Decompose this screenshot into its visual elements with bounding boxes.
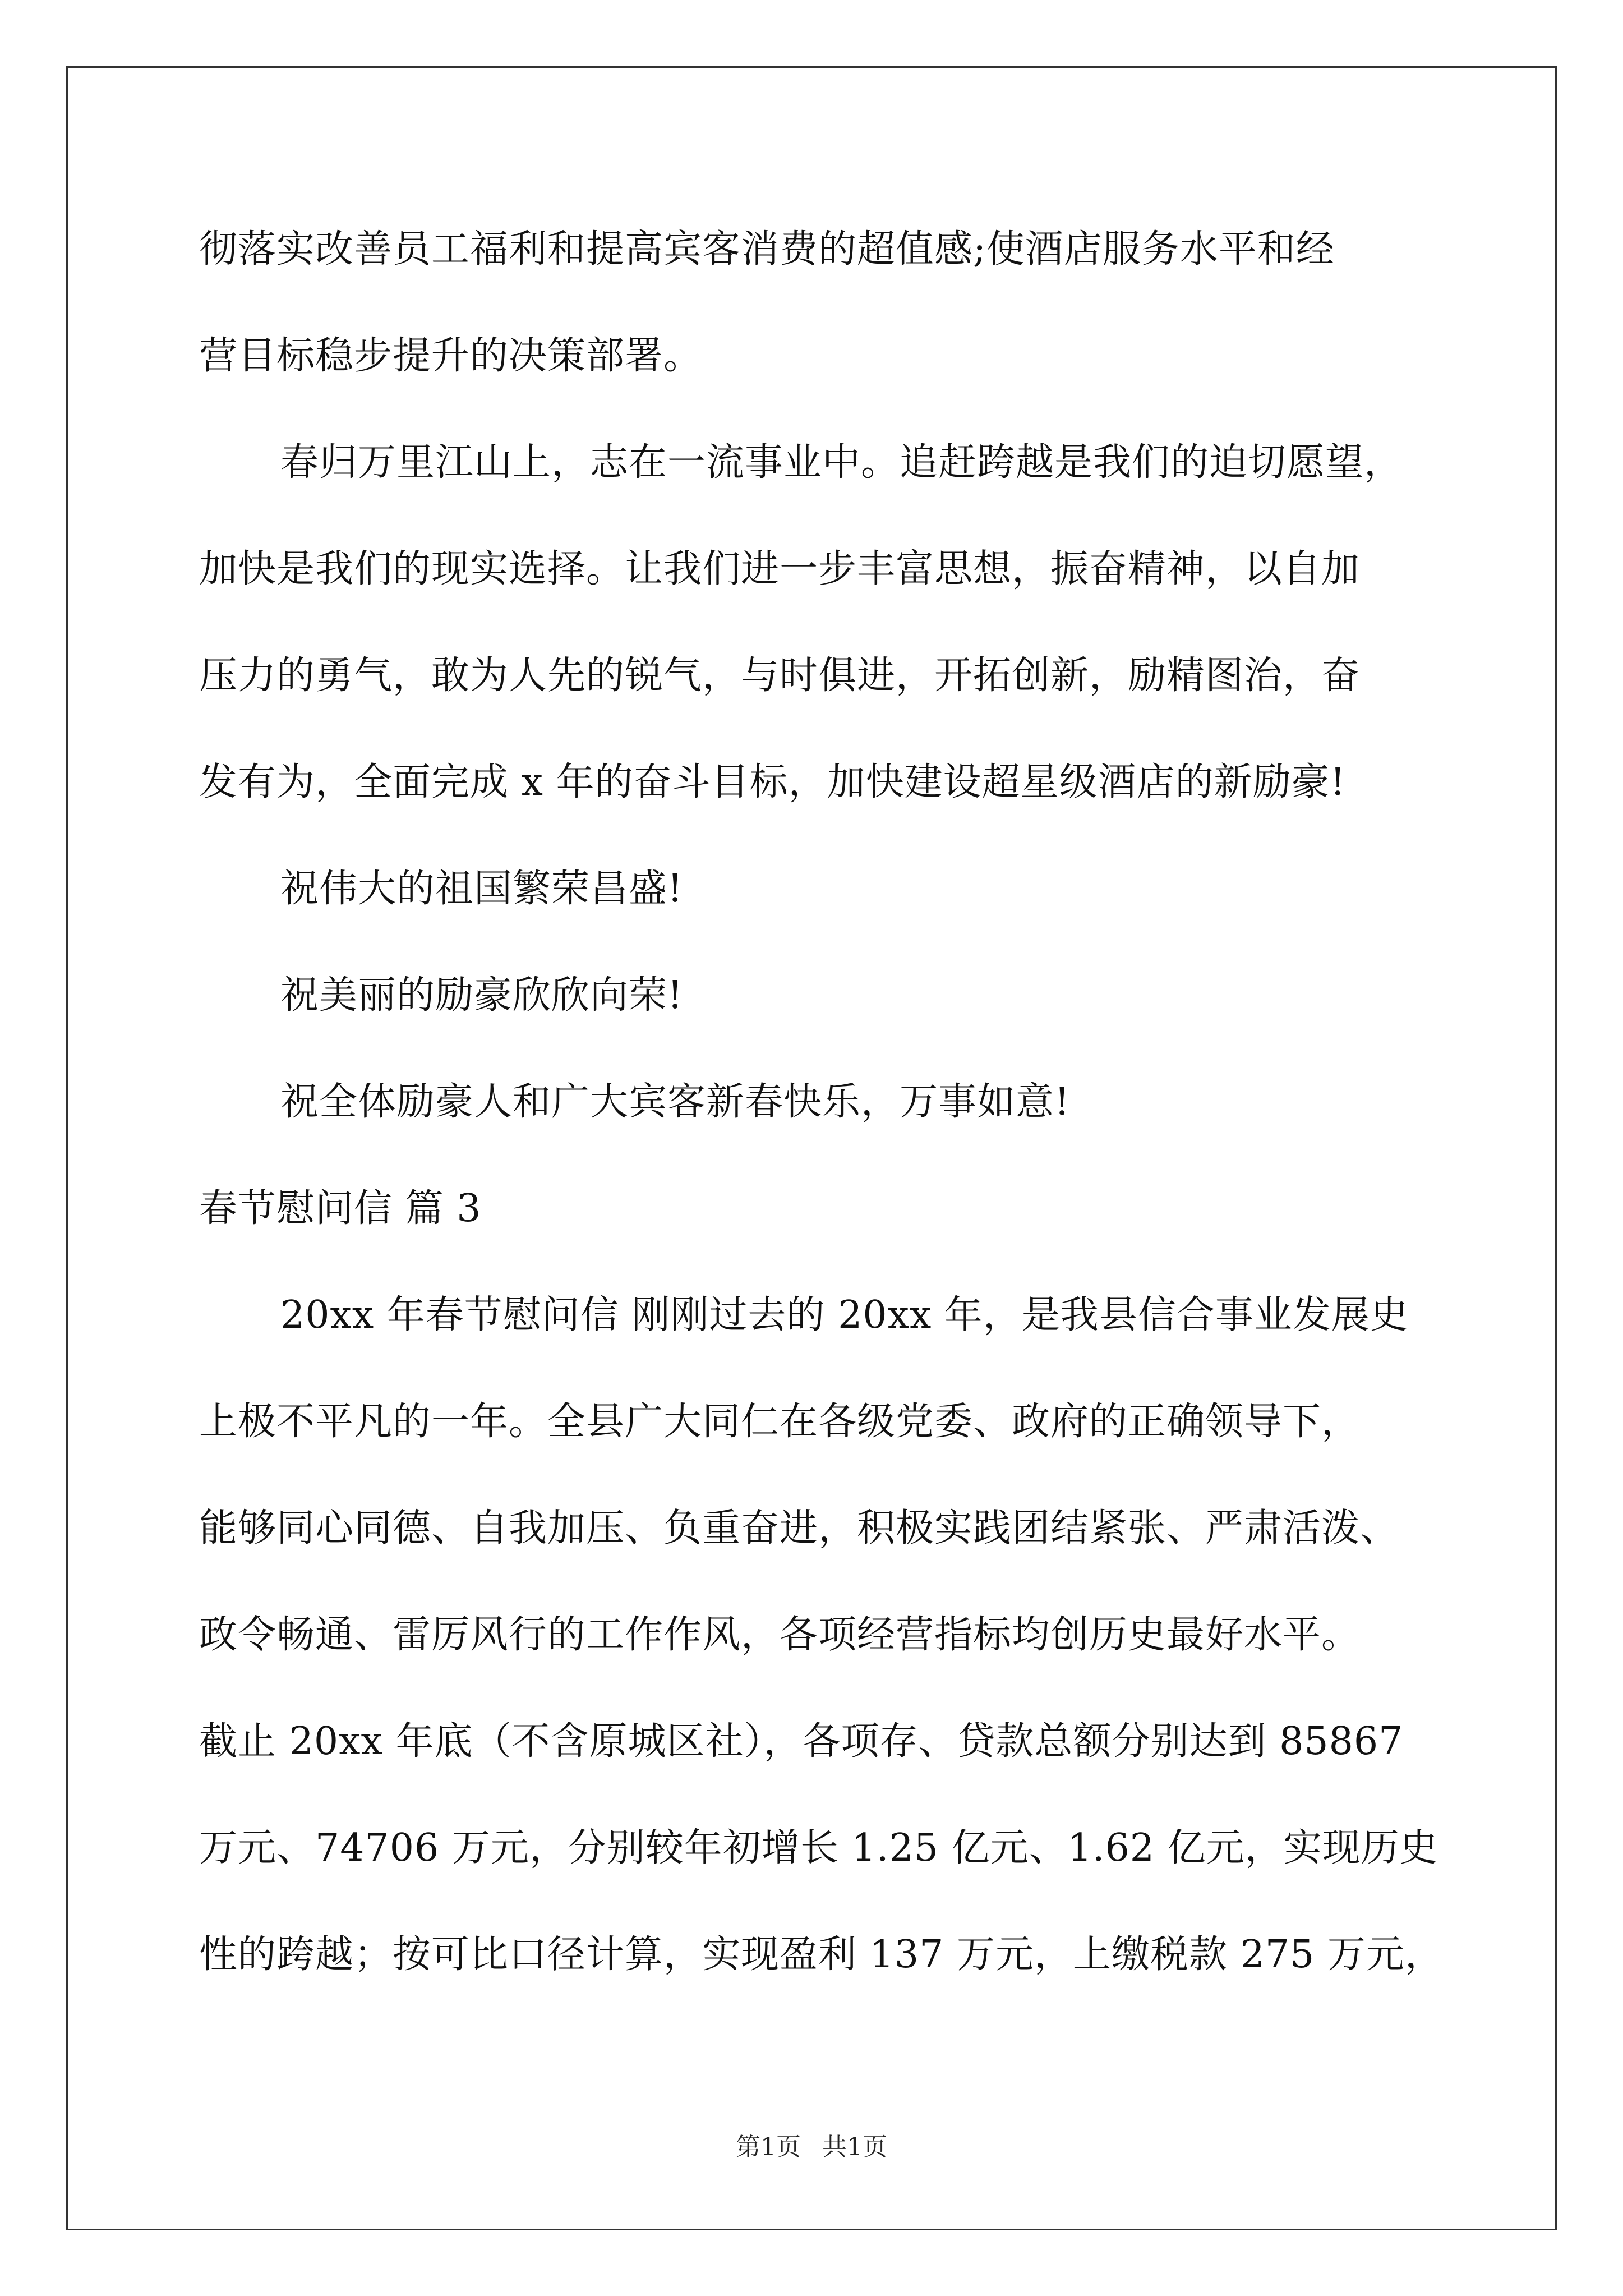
paragraph-line: 截止 20xx 年底（不含原城区社），各项存、贷款总额分别达到 85867: [199, 1719, 1404, 1764]
paragraph-line: 发有为，全面完成 x 年的奋斗目标，加快建设超星级酒店的新励豪!: [199, 760, 1346, 804]
paragraph-line: 上极不平凡的一年。全县广大同仁在各级党委、政府的正确领导下，: [199, 1400, 1361, 1444]
paragraph-line: 政令畅通、雷厉风行的工作作风，各项经营指标均创历史最好水平。: [199, 1613, 1361, 1657]
wish-line: 祝美丽的励豪欣欣向荣!: [280, 973, 684, 1018]
paragraph-line: 彻落实改善员工福利和提高宾客消费的超值感;使酒店服务水平和经: [199, 227, 1335, 272]
paragraph-line: 春归万里江山上，志在一流事业中。追赶跨越是我们的迫切愿望，: [280, 440, 1403, 485]
paragraph-line: 20xx 年春节慰问信 刚刚过去的 20xx 年，是我县信合事业发展史: [280, 1293, 1409, 1337]
paragraph-line: 营目标稳步提升的决策部署。: [199, 334, 703, 378]
paragraph-line: 性的跨越；按可比口径计算，实现盈利 137 万元，上缴税款 275 万元，: [199, 1932, 1444, 1977]
paragraph-line: 压力的勇气，敢为人先的锐气，与时俱进，开拓创新，励精图治，奋: [199, 654, 1361, 698]
wish-line: 祝全体励豪人和广大宾客新春快乐，万事如意!: [280, 1080, 1071, 1124]
paragraph-line: 加快是我们的现实选择。让我们进一步丰富思想，振奋精神，以自加: [199, 547, 1361, 591]
wish-line: 祝伟大的祖国繁荣昌盛!: [280, 867, 684, 911]
page-footer: [0, 2132, 1623, 2163]
paragraph-line: 能够同心同德、自我加压、负重奋进，积极实践团结紧张、严肃活泼、: [199, 1506, 1399, 1550]
page-total: 共1页: [822, 2133, 887, 2161]
section-heading: 春节慰问信 篇 3: [199, 1186, 482, 1231]
page-number: 第1页: [736, 2133, 801, 2161]
paragraph-line: 万元、74706 万元，分别较年初增长 1.25 亿元、1.62 亿元，实现历史: [199, 1826, 1438, 1870]
page-border: [66, 66, 1557, 2230]
